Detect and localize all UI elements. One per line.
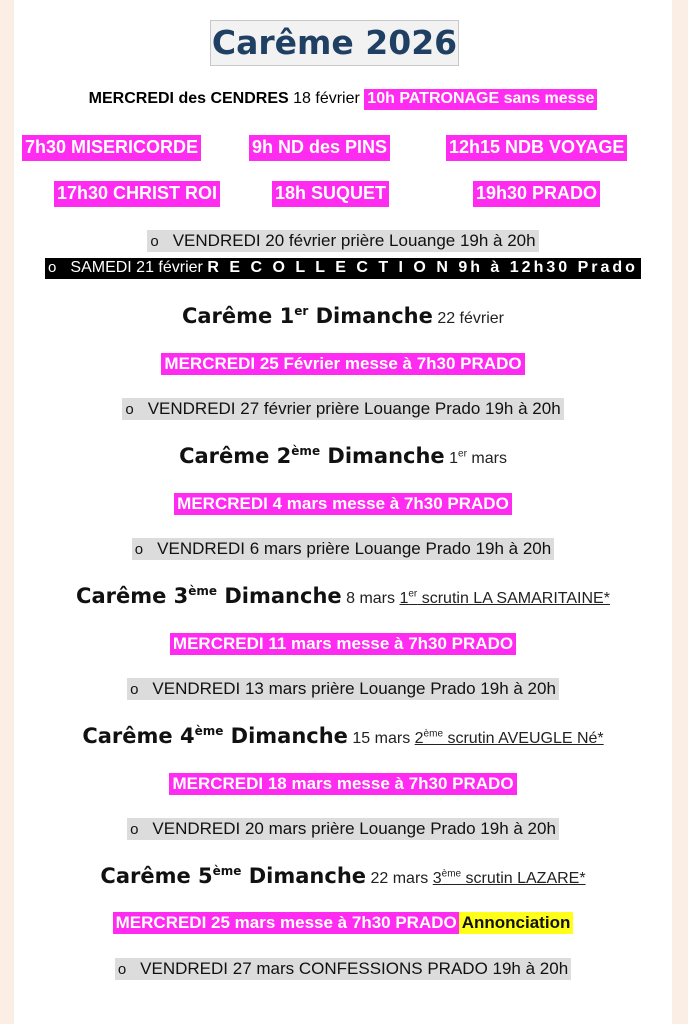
ash-wednesday-label: MERCREDI des CENDRES: [88, 90, 289, 107]
recollection-label: R E C O L L E C T I O N 9h à 12h30 Prado: [207, 259, 638, 276]
sunday-2-date: 1er mars: [449, 448, 507, 467]
patronage-highlight: 10h PATRONAGE sans messe: [364, 89, 597, 110]
sunday-1-date: 22 février: [437, 310, 505, 327]
sunday-5-title: Carême 5ème Dimanche: [100, 864, 367, 888]
mass-misericorde: 7h30 MISERICORDE: [22, 135, 201, 161]
ash-wednesday-line: [14, 89, 672, 110]
wed-4-mar: MERCREDI 4 mars messe à 7h30 PRADO: [174, 493, 512, 515]
sunday-4-date: 15 mars: [352, 730, 411, 747]
wed-25-feb: MERCREDI 25 Février messe à 7h30 PRADO: [161, 353, 524, 375]
friday-27-mar: o VENDREDI 27 mars CONFESSIONS PRADO 19h à 20h: [115, 958, 571, 980]
wed-4-mar-line: [14, 493, 672, 515]
friday-27-feb-line: [14, 398, 672, 420]
wed-25-mar-line: [14, 912, 672, 934]
sunday-3-date: 8 mars: [346, 590, 396, 607]
saturday-label: SAMEDI 21 février: [70, 259, 203, 276]
bullet-icon: o: [48, 259, 57, 276]
sunday-2-title: Carême 2ème Dimanche: [179, 444, 445, 468]
friday-6-mar: o VENDREDI 6 mars prière Louange Prado 19h à 20h: [132, 538, 554, 560]
wed-25-feb-line: [14, 353, 672, 375]
friday-20-mar-line: [14, 818, 672, 840]
wed-18-mar: MERCREDI 18 mars messe à 7h30 PRADO: [169, 773, 516, 795]
friday-6-mar-line: [14, 538, 672, 560]
sunday-4-title: Carême 4ème Dimanche: [82, 724, 348, 748]
mass-ndb-voyage: 12h15 NDB VOYAGE: [446, 135, 627, 161]
friday-13-mar: o VENDREDI 13 mars prière Louange Prado 19h à 20h: [127, 678, 559, 700]
sunday-3-line: [14, 585, 672, 607]
sunday-4-scrutin: 2ème scrutin AVEUGLE Né*: [414, 728, 604, 747]
friday-20-feb-line: [14, 230, 672, 252]
annonciation-badge: Annonciation: [459, 912, 574, 934]
bullet-icon: o: [150, 233, 159, 250]
mass-suquet: 18h SUQUET: [272, 181, 389, 207]
wed-11-mar-line: [14, 633, 672, 655]
document-page: [14, 0, 672, 1024]
sunday-3-scrutin: 1er scrutin LA SAMARITAINE*: [399, 588, 610, 607]
sunday-5-scrutin: 3ème scrutin LAZARE*: [432, 868, 586, 887]
friday-20-feb: o VENDREDI 20 février prière Louange 19h à 20h: [147, 230, 538, 252]
ash-wednesday-date: 18 février: [293, 90, 360, 107]
page-title: Carême 2026: [210, 20, 459, 66]
bullet-icon: o: [134, 541, 144, 558]
bullet-icon: o: [125, 401, 134, 418]
sunday-4-line: [14, 725, 672, 747]
friday-20-mar: o VENDREDI 20 mars prière Louange Prado 19h à 20h: [127, 818, 559, 840]
saturday-21-feb-line: [14, 258, 672, 279]
masses-row-2: [14, 181, 672, 207]
wed-25-mar: MERCREDI 25 mars messe à 7h30 PRADO: [113, 912, 459, 934]
friday-27-mar-line: [14, 958, 672, 980]
sunday-5-line: [14, 865, 672, 887]
sunday-2-line: [14, 445, 672, 467]
mass-nd-des-pins: 9h ND des PINS: [249, 135, 390, 161]
friday-13-mar-line: [14, 678, 672, 700]
mass-christ-roi: 17h30 CHRIST ROI: [54, 181, 220, 207]
friday-27-feb: o VENDREDI 27 février prière Louange Prado 19h à 20h: [122, 398, 563, 420]
sunday-3-title: Carême 3ème Dimanche: [76, 584, 342, 608]
sunday-1-title: Carême 1er Dimanche: [181, 304, 433, 328]
saturday-21-feb: [45, 258, 641, 279]
sunday-5-date: 22 mars: [370, 870, 429, 887]
wed-18-mar-line: [14, 773, 672, 795]
bullet-icon: o: [117, 961, 127, 978]
sunday-1-line: [14, 305, 672, 327]
bullet-icon: o: [130, 821, 139, 838]
wed-11-mar: MERCREDI 11 mars messe à 7h30 PRADO: [170, 633, 516, 655]
mass-prado: 19h30 PRADO: [473, 181, 600, 207]
bullet-icon: o: [130, 681, 139, 698]
masses-row-1: [14, 135, 672, 161]
